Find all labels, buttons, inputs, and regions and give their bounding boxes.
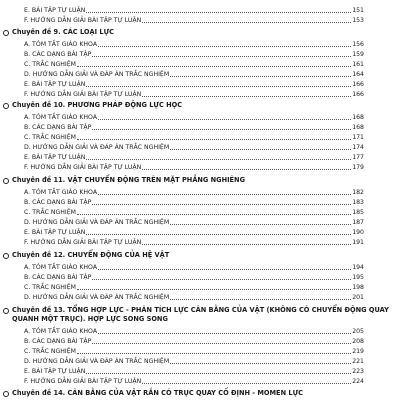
dot-leader [86,159,351,160]
toc-entry [24,273,364,282]
dot-leader [77,66,351,67]
toc-entry [24,283,364,292]
toc-entry-page: 208 [352,338,364,345]
dot-leader [77,353,351,354]
chapter-title: Chuyên đề 14. CÂN BẰNG CỦA VẬT RẮN CÓ TRỤC QUAY CỐ ĐỊNH - MOMEN LỰC [12,389,303,397]
toc-entry-label: E. BÀI TẬP TỰ LUẬN [24,229,86,236]
dot-leader [170,224,351,225]
toc-entry [24,337,364,346]
dot-leader [92,343,351,344]
toc-entry [24,90,364,99]
toc-entry-page: 164 [352,71,364,78]
toc-entry [24,357,364,366]
dot-leader [86,12,351,13]
toc-entry [24,228,364,237]
chapter-heading [3,306,395,324]
dot-leader [142,96,351,97]
toc-entry-label: F. HƯỚNG DẪN GIẢI BÀI TẬP TỰ LUẬN [24,17,142,24]
toc-entry-page: 223 [352,368,364,375]
toc-entry [24,377,364,386]
dot-leader [142,22,351,23]
toc-entry-label: E. BÀI TẬP TỰ LUẬN [24,154,86,161]
toc-entry-label: D. HƯỚNG DẪN GIẢI VÀ ĐÁP ÁN TRẮC NGHIỆM [24,71,170,78]
toc-entry [24,133,364,142]
dot-leader [170,299,351,300]
dot-leader [98,46,351,47]
toc-entry-label: C. TRẮC NGHIỆM [24,284,77,291]
toc-entry-label: B. CÁC DẠNG BÀI TẬP [24,199,92,206]
toc-entry-page: 191 [352,239,364,246]
toc-entry-label: D. HƯỚNG DẪN GIẢI VÀ ĐÁP ÁN TRẮC NGHIỆM [24,144,170,151]
toc-entry [24,163,364,172]
dot-leader [92,204,351,205]
dot-leader [92,279,351,280]
dot-leader [170,363,351,364]
toc-entry-label: C. TRẮC NGHIỆM [24,348,77,355]
toc-entry-page: 171 [352,134,364,141]
toc-entry-label: A. TÓM TẮT GIÁO KHOA [24,328,98,335]
toc-entry [24,70,364,79]
toc-entry-label: B. CÁC DẠNG BÀI TẬP [24,338,92,345]
toc-entry [24,367,364,376]
toc-entry-label: B. CÁC DẠNG BÀI TẬP [24,274,92,281]
circle-bullet-icon [3,178,9,184]
toc-entry-page: 183 [352,199,364,206]
chapter-title: Chuyên đề 13. TỔNG HỢP LỰC - PHÂN TÍCH LỰC CÂN BẰNG CỦA VẬT (KHÔNG CÓ CHUYỂN ĐỘNG QUAY QUANH MỘT TRỤC). HỢP LỰC SONG SONG [12,306,389,323]
toc-entry-label: D. HƯỚNG DẪN GIẢI VÀ ĐÁP ÁN TRẮC NGHIỆM [24,358,170,365]
toc-entry [24,153,364,162]
circle-bullet-icon [3,103,9,109]
toc-entry [24,40,364,49]
chapter-heading [3,28,395,37]
chapter-heading [3,389,395,398]
toc-entry-page: 224 [352,378,364,385]
toc-entry-page: 174 [352,144,364,151]
toc-entry [24,80,364,89]
toc-entry-label: B. CÁC DẠNG BÀI TẬP [24,51,92,58]
toc-entry [24,293,364,302]
dot-leader [92,56,351,57]
toc-entry-label: C. TRẮC NGHIỆM [24,61,77,68]
toc-entry-page: 187 [352,219,364,226]
toc-entry [24,263,364,272]
toc-entry-page: 219 [352,348,364,355]
toc-entry-page: 159 [352,51,364,58]
toc-entry-label: C. TRẮC NGHIỆM [24,209,77,216]
toc-entry-page: 182 [352,189,364,196]
toc-entry-label: F. HƯỚNG DẪN GIẢI BÀI TẬP TỰ LUẬN [24,91,142,98]
toc-entry-page: 151 [352,7,364,14]
toc-entry [24,238,364,247]
toc-entry [24,113,364,122]
circle-bullet-icon [3,391,9,397]
dot-leader [98,333,351,334]
dot-leader [98,194,351,195]
toc-entry [24,123,364,132]
toc-entry-label: E. BÀI TẬP TỰ LUẬN [24,7,86,14]
toc-entry [24,143,364,152]
toc-entry [24,208,364,217]
dot-leader [170,149,351,150]
toc-entry-label: D. HƯỚNG DẪN GIẢI VÀ ĐÁP ÁN TRẮC NGHIỆM [24,219,170,226]
toc-entry-label: A. TÓM TẮT GIÁO KHOA [24,189,98,196]
toc-entry-label: F. HƯỚNG DẪN GIẢI BÀI TẬP TỰ LUẬN [24,239,142,246]
dot-leader [142,244,351,245]
dot-leader [86,234,351,235]
chapter-title: Chuyên đề 12. CHUYỂN ĐỘNG CỦA HỆ VẬT [12,251,170,259]
toc-entry-label: C. TRẮC NGHIỆM [24,134,77,141]
chapter-heading [3,176,395,185]
toc-entry-page: 205 [352,328,364,335]
toc-entry-page: 221 [352,358,364,365]
toc-entry-page: 153 [352,17,364,24]
chapter-title: Chuyên đề 11. VẬT CHUYỂN ĐỘNG TRÊN MẶT PHẲNG NGHIÊNG [12,176,245,184]
toc-entry [24,188,364,197]
circle-bullet-icon [3,253,9,259]
chapter-heading [3,101,395,110]
toc-entry [24,16,364,25]
toc-entry [24,347,364,356]
toc-entry [24,6,364,15]
toc-entry-page: 194 [352,264,364,271]
toc-entry-page: 179 [352,164,364,171]
toc-entry-page: 161 [352,61,364,68]
toc-entry [24,50,364,59]
dot-leader [86,373,351,374]
toc-entry-label: A. TÓM TẮT GIÁO KHOA [24,114,98,121]
dot-leader [77,214,351,215]
toc-entry-label: B. CÁC DẠNG BÀI TẬP [24,124,92,131]
toc-entry-page: 168 [352,114,364,121]
chapter-heading [3,251,395,260]
toc-entry [24,218,364,227]
toc-entry-page: 177 [352,154,364,161]
circle-bullet-icon [3,308,9,314]
toc-entry-page: 166 [352,81,364,88]
toc-entry-page: 156 [352,41,364,48]
toc-entry-label: A. TÓM TẮT GIÁO KHOA [24,41,98,48]
dot-leader [86,86,351,87]
dot-leader [170,76,351,77]
toc-entry-label: F. HƯỚNG DẪN GIẢI BÀI TẬP TỰ LUẬN [24,378,142,385]
toc-entry-page: 195 [352,274,364,281]
toc-entry [24,60,364,69]
toc-entry [24,198,364,207]
toc-entry-page: 168 [352,124,364,131]
dot-leader [142,383,351,384]
toc-entry-label: A. TÓM TẮT GIÁO KHOA [24,264,98,271]
dot-leader [142,169,351,170]
toc-entry-label: E. BÀI TẬP TỰ LUẬN [24,81,86,88]
dot-leader [98,269,351,270]
toc-entry-page: 201 [352,294,364,301]
toc-entry-page: 166 [352,91,364,98]
dot-leader [77,289,351,290]
chapter-title: Chuyên đề 10. PHƯƠNG PHÁP ĐỘNG LỰC HỌC [12,101,183,109]
toc-entry-page: 198 [352,284,364,291]
toc-entry-page: 190 [352,229,364,236]
toc-entry-label: D. HƯỚNG DẪN GIẢI VÀ ĐÁP ÁN TRẮC NGHIỆM [24,294,170,301]
circle-bullet-icon [3,30,9,36]
chapter-title: Chuyên đề 9. CÁC LOẠI LỰC [12,28,114,36]
toc-entry [24,327,364,336]
dot-leader [77,139,351,140]
toc-entry-page: 185 [352,209,364,216]
toc-entry-label: E. BÀI TẬP TỰ LUẬN [24,368,86,375]
toc-entry-label: F. HƯỚNG DẪN GIẢI BÀI TẬP TỰ LUẬN [24,164,142,171]
dot-leader [92,129,351,130]
dot-leader [98,119,351,120]
